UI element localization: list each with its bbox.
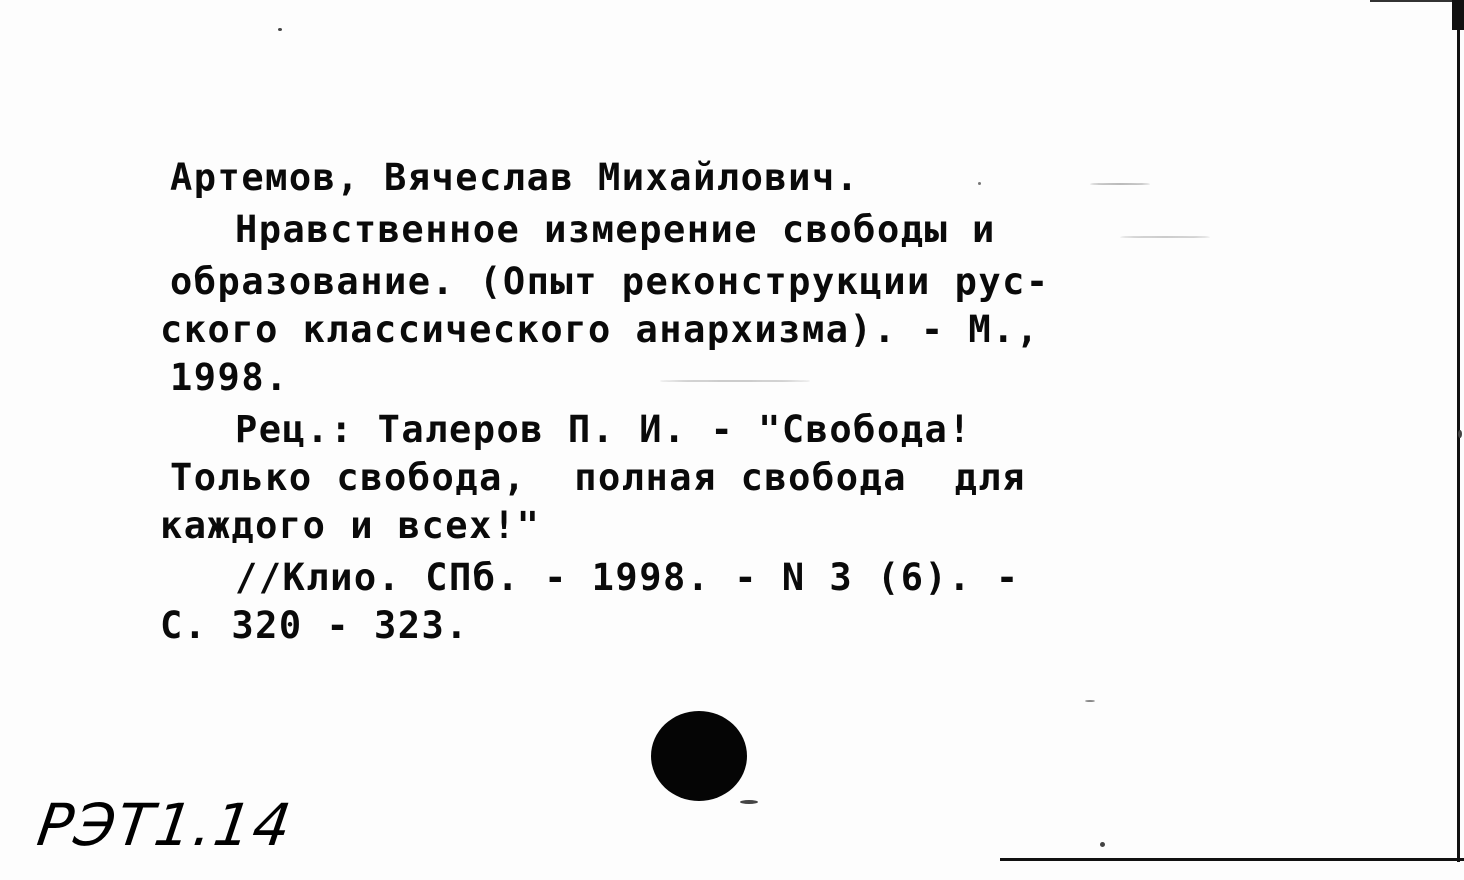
scan-speck [1090, 183, 1150, 185]
author-line: Артемов, Вячеслав Михайлович. [170, 156, 860, 199]
review-line-3: каждого и всех!" [160, 504, 541, 547]
scan-speck [1085, 700, 1095, 702]
title-line-2: образование. (Опыт реконструкции рус- [170, 260, 1050, 303]
source-line-1: //Клио. СПб. - 1998. - N 3 (6). - [235, 556, 1020, 599]
scan-speck [978, 182, 981, 185]
scan-speck [1458, 430, 1462, 438]
scan-speck [278, 28, 282, 31]
title-line-1: Нравственное измерение свободы и [235, 208, 996, 251]
year-line: 1998. [170, 356, 289, 399]
scan-speck [1100, 842, 1105, 847]
review-line-1: Рец.: Талеров П. И. - "Свобода! [235, 408, 973, 451]
scan-speck [1120, 236, 1210, 238]
scan-speck [740, 800, 758, 804]
scan-speck [660, 380, 810, 382]
review-line-2: Только свобода, полная свобода для [170, 456, 1026, 499]
punch-hole [651, 711, 747, 801]
card-border-top [1370, 0, 1464, 2]
title-line-3: ского классического анархизма). - М., [160, 308, 1040, 351]
card-border-bottom [1000, 858, 1464, 861]
handwritten-shelfmark: РЭТ1.14 [33, 791, 297, 859]
source-line-2: С. 320 - 323. [160, 604, 470, 647]
